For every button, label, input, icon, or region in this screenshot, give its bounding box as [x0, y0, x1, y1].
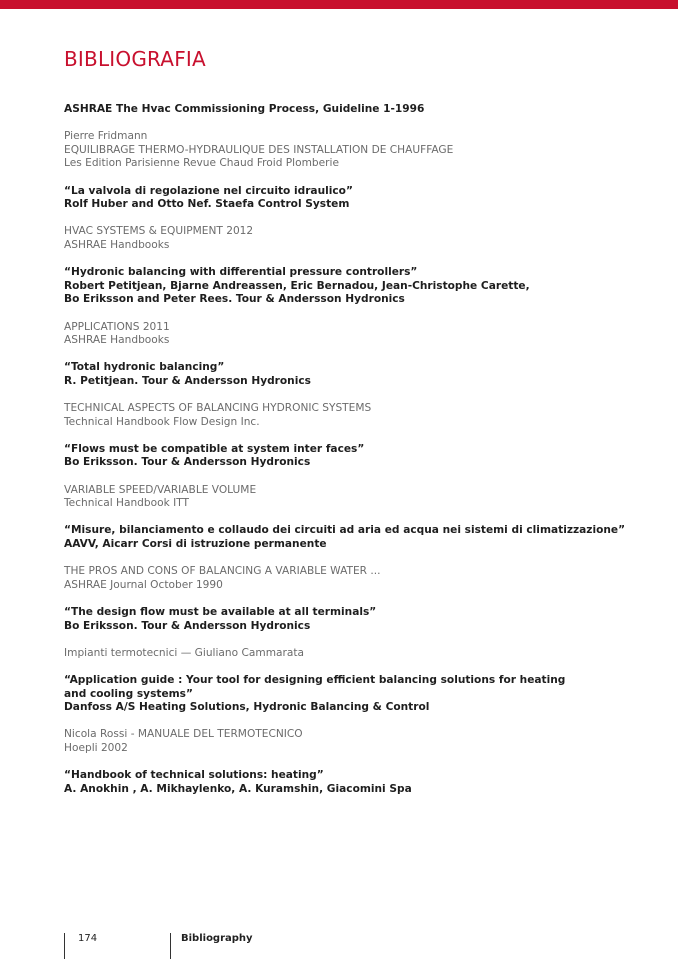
entry-line: Les Edition Parisienne Revue Chaud Froid Plomberie	[64, 157, 339, 170]
bibliography-list	[64, 103, 644, 810]
bibliography-entry	[64, 402, 644, 429]
entry-line: R. Petitjean. Tour & Andersson Hydronics	[64, 374, 311, 387]
page-number: 174	[78, 933, 98, 944]
bibliography-entry	[64, 647, 644, 661]
entry-line: “Flows must be compatible at system inter faces”	[64, 442, 365, 455]
bibliography-entry	[64, 565, 644, 592]
entry-line: “Application guide : Your tool for designing efficient balancing solutions for heating	[64, 673, 566, 686]
entry-line: ASHRAE Handbooks	[64, 334, 170, 347]
entry-line: Robert Petitjean, Bjarne Andreassen, Eric Bernadou, Jean-Christophe Carette,	[64, 279, 530, 292]
bibliography-entry	[64, 185, 644, 212]
entry-line: Bo Eriksson. Tour & Andersson Hydronics	[64, 456, 311, 469]
page-footer	[0, 930, 678, 959]
bibliography-entry	[64, 266, 644, 307]
bibliography-entry	[64, 225, 644, 252]
entry-line: ASHRAE Handbooks	[64, 238, 170, 251]
entry-line: HVAC SYSTEMS & EQUIPMENT 2012	[64, 225, 254, 238]
entry-line: and cooling systems”	[64, 687, 193, 700]
entry-line: Technical Handbook Flow Design Inc.	[64, 415, 260, 428]
bibliography-entry	[64, 361, 644, 388]
bibliography-entry	[64, 606, 644, 633]
entry-line: “The design flow must be available at all terminals”	[64, 605, 377, 618]
entry-line: Danfoss A/S Heating Solutions, Hydronic Balancing & Control	[64, 701, 430, 714]
page-title: BIBLIOGRAFIA	[64, 47, 206, 71]
bibliography-entry	[64, 484, 644, 511]
footer-divider-right	[170, 933, 171, 959]
entry-line: “La valvola di regolazione nel circuito idraulico”	[64, 184, 353, 197]
entry-line: TECHNICAL ASPECTS OF BALANCING HYDRONIC SYSTEMS	[64, 402, 372, 415]
bibliography-entry	[64, 103, 644, 117]
bibliography-entry	[64, 443, 644, 470]
entry-line: AAVV, Aicarr Corsi di istruzione permanente	[64, 538, 327, 550]
footer-section-label: Bibliography	[181, 933, 253, 944]
entry-line: THE PROS AND CONS OF BALANCING A VARIABLE WATER ...	[64, 565, 381, 578]
entry-line: Technical Handbook ITT	[64, 497, 189, 510]
entry-line: Rolf Huber and Otto Nef. Staefa Control System	[64, 198, 350, 211]
entry-line: Pierre Fridmann	[64, 130, 148, 143]
entry-line: “Total hydronic balancing”	[64, 361, 225, 374]
entry-line: Hoepli 2002	[64, 741, 128, 754]
entry-line: APPLICATIONS 2011	[64, 320, 170, 333]
entry-line: EQUILIBRAGE THERMO-HYDRAULIQUE DES INSTALLATION DE CHAUFFAGE	[64, 143, 454, 156]
bibliography-entry	[64, 728, 644, 755]
entry-line: “Handbook of technical solutions: heating”	[64, 769, 324, 782]
entry-line: Bo Eriksson. Tour & Andersson Hydronics	[64, 619, 311, 632]
entry-line: “Misure, bilanciamento e collaudo dei circuiti ad aria ed acqua nei sistemi di climatizzazione”	[64, 524, 626, 537]
top-accent-bar	[0, 0, 678, 9]
bibliography-entry	[64, 130, 644, 171]
bibliography-entry	[64, 321, 644, 348]
bibliography-entry	[64, 524, 644, 551]
entry-line: “Hydronic balancing with differential pressure controllers”	[64, 266, 418, 279]
entry-line: A. Anokhin , A. Mikhaylenko, A. Kuramshin, Giacomini Spa	[64, 782, 412, 795]
entry-line: ASHRAE Journal October 1990	[64, 578, 223, 591]
entry-line: VARIABLE SPEED/VARIABLE VOLUME	[64, 483, 257, 496]
entry-line: ASHRAE The Hvac Commissioning Process, Guideline 1-1996	[64, 103, 425, 115]
bibliography-entry	[64, 769, 644, 796]
bibliography-entry	[64, 674, 644, 715]
entry-line: Bo Eriksson and Peter Rees. Tour & Andersson Hydronics	[64, 293, 405, 306]
entry-line: Impianti termotecnici — Giuliano Cammarata	[64, 646, 304, 659]
entry-line: Nicola Rossi - MANUALE DEL TERMOTECNICO	[64, 728, 303, 741]
footer-divider-left	[64, 933, 65, 959]
